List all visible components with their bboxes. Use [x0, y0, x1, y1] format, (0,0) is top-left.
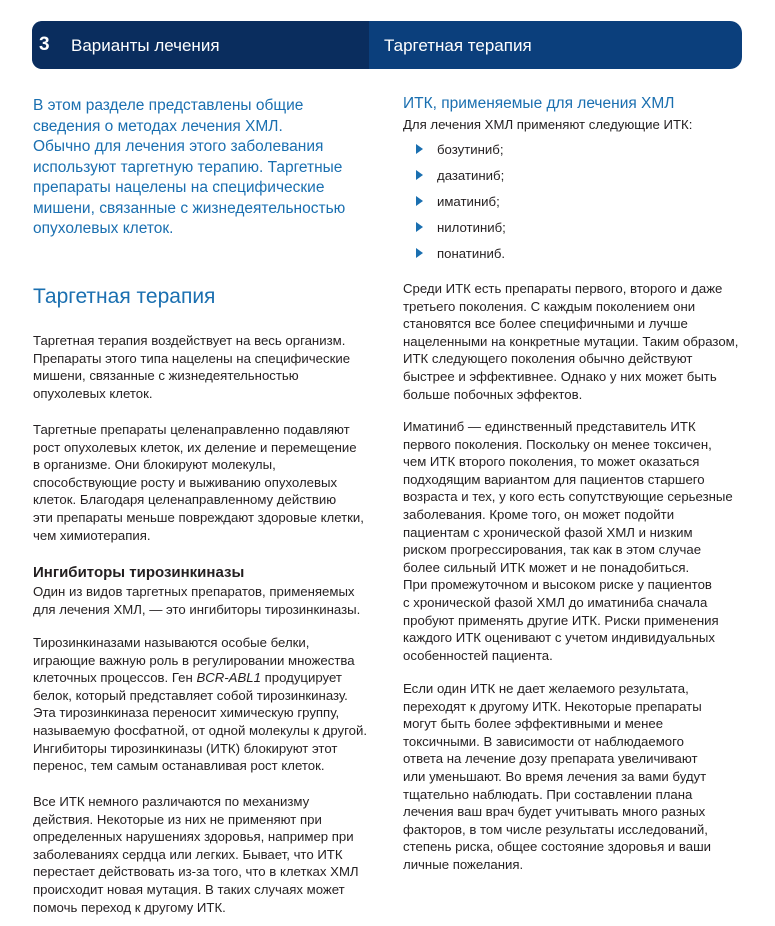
bullet-arrow-icon — [416, 170, 423, 180]
bullet-arrow-icon — [416, 144, 423, 154]
text-line: первого поколения. Поскольку он менее токсичен, — [403, 436, 712, 452]
text-line: нацеленными на конкретные мутации. Таким образом, — [403, 333, 739, 349]
list-item — [412, 193, 506, 219]
paragraph-switching-tki — [403, 680, 748, 874]
text-line: называемую фосфатной, от одной молекулы к другой. — [33, 722, 368, 738]
text-line: возраста и тех, у кого есть сопутствующие серьезные — [403, 489, 733, 505]
chapter-header-left — [32, 21, 369, 69]
text-line: В этом разделе представлены общие — [33, 97, 304, 114]
text-line: играющие важную роль в регулировании множества — [33, 652, 355, 668]
drug-name: понатиниб. — [437, 246, 506, 261]
text-line: чем химиотерапия. — [33, 527, 151, 543]
text-line: сведения о методах лечения ХМЛ. — [33, 117, 283, 135]
bullet-arrow-icon — [416, 222, 423, 232]
text-line: мишени, связанные с жизнедеятельностью — [33, 368, 299, 384]
tki-drug-list — [412, 141, 506, 271]
paragraph-tki-differences — [33, 793, 378, 916]
text-line: третьего поколения. С каждым поколением они — [403, 298, 696, 314]
paragraph-generations — [403, 280, 748, 403]
text-line: используют таргетную терапию. Таргетные — [33, 158, 343, 176]
text-line: особенностей пациента. — [403, 647, 553, 663]
text-line: Тирозинкиназами называются особые белки, — [33, 635, 310, 650]
chapter-title: Варианты лечения — [71, 36, 220, 55]
text-line: каждого ИТК оценивают с учетом индивидуальных — [403, 630, 715, 646]
text-line: Ингибиторы тирозинкиназы (ИТК) блокируют этот — [33, 740, 338, 756]
text-line: в организме. Они блокируют молекулы, — [33, 457, 276, 473]
text-line: чем ИТК второго поколения, то может оказаться — [403, 454, 700, 470]
gene-name: BCR-ABL1 — [196, 670, 261, 686]
text-line: Иматиниб — единственный представитель ИТК — [403, 419, 696, 434]
text-line: помочь переход к другому ИТК. — [33, 899, 226, 915]
text-line: более сильный ИТК может и не понадобиться. — [403, 559, 690, 575]
text-line: При промежуточном и высоком риске у пациентов — [403, 577, 712, 593]
text-line: действия. Некоторые из них не применяют при — [33, 811, 322, 827]
text-line: быстрее и эффективнее. Однако у них может быть — [403, 368, 717, 384]
paragraph-imatinib — [403, 418, 748, 664]
text-line: токсичными. В зависимости от наблюдаемого — [403, 733, 684, 749]
drug-name: иматиниб; — [437, 194, 500, 209]
text-line: ответа на лечение дозу препарата увеличивают — [403, 751, 698, 767]
text-fragment: продуцирует — [260, 670, 342, 686]
paragraph-targeted-therapy — [33, 332, 378, 402]
text-line — [33, 669, 378, 687]
text-line: становятся все более специфичными и лучше — [403, 316, 688, 332]
text-line: степень риска, общее состояние здоровья и ваши — [403, 839, 712, 855]
drug-name: бозутиниб; — [437, 142, 504, 157]
text-line: препараты нацелены на специфические — [33, 179, 325, 196]
text-line: или уменьшают. Во время лечения за вами будут — [403, 768, 707, 784]
text-line: подходящим вариантом для пациентов старшего — [403, 471, 705, 487]
section-title: Таргетная терапия — [384, 36, 532, 55]
text-line: эти препараты меньше повреждают здоровые клетки, — [33, 509, 364, 525]
text-line: для лечения ХМЛ, — это ингибиторы тирозинкиназы. — [33, 601, 361, 617]
chapter-header — [32, 21, 742, 69]
text-line: Обычно для лечения этого заболевания — [33, 138, 324, 155]
text-line: происходит новая мутация. В таких случаях может — [33, 881, 345, 897]
paragraph-tyrosine-kinases — [33, 634, 378, 775]
list-item — [412, 167, 506, 193]
intro-paragraph — [33, 96, 368, 240]
text-line: способствующие росту и выживанию опухолевых — [33, 474, 338, 490]
paragraph-targeted-drugs — [33, 421, 378, 544]
subheading-tki: Ингибиторы тирозинкиназы — [33, 564, 245, 581]
text-line: мишени, связанные с жизнедеятельностью — [33, 199, 346, 217]
tki-list-heading: ИТК, применяемые для лечения ХМЛ — [403, 95, 675, 112]
text-line: пробуют применять другие ИТК. Риски применения — [403, 612, 719, 628]
text-line: с хронической фазой ХМЛ до иматиниба сначала — [403, 594, 708, 610]
drug-name: дазатиниб; — [437, 168, 505, 183]
text-line: Среди ИТК есть препараты первого, второго и даже — [403, 281, 723, 296]
text-line: белок, который представляет собой тирозинкиназу. — [33, 687, 348, 703]
text-line: факторов, в том числе результаты исследований, — [403, 821, 708, 837]
drug-name: нилотиниб; — [437, 220, 506, 235]
text-line: перенос, тем самым останавливая рост клеток. — [33, 758, 325, 774]
list-item — [412, 245, 506, 271]
text-line: личные пожелания. — [403, 856, 524, 872]
section-heading: Таргетная терапия — [33, 285, 216, 308]
text-line: Один из видов таргетных препаратов, применяемых — [33, 584, 355, 599]
text-line: опухолевых клеток. — [33, 220, 174, 237]
text-line: больше побочных эффектов. — [403, 386, 583, 402]
tki-list-lead: Для лечения ХМЛ применяют следующие ИТК: — [403, 117, 693, 132]
text-fragment: клеточных процессов. Ген — [33, 670, 197, 686]
paragraph-tki-intro — [33, 583, 378, 618]
text-line: перестает действовать из-за того, что в клетках ХМЛ — [33, 864, 359, 880]
text-line: ИТК следующего поколения обычно действуют — [403, 351, 693, 367]
text-line: заболевания. Кроме того, он может подойти — [403, 506, 675, 522]
list-item — [412, 219, 506, 245]
text-line: Таргетные препараты целенаправленно подавляют — [33, 422, 350, 437]
text-line: определенных нарушениях здоровья, например при — [33, 829, 354, 845]
text-line: могут быть более эффективными и менее — [403, 716, 664, 732]
chapter-number: 3 — [39, 34, 50, 55]
text-line: пациентам с хронической фазой ХМЛ и низким — [403, 524, 693, 540]
text-line: тщательно наблюдать. При составлении плана — [403, 786, 693, 802]
text-line: Препараты этого типа нацелены на специфические — [33, 350, 351, 366]
text-line: клеток. Благодаря целенаправленному действию — [33, 492, 337, 508]
text-line: переходят к другому ИТК. Некоторые препараты — [403, 698, 702, 714]
text-line: заболеваниях сердца или легких. Бывает, что ИТК — [33, 846, 343, 862]
text-line: Таргетная терапия воздействует на весь организм. — [33, 333, 346, 348]
text-line: опухолевых клеток. — [33, 385, 153, 401]
text-line: риском прогрессирования, так как в этом случае — [403, 542, 702, 558]
bullet-arrow-icon — [416, 248, 423, 258]
text-line: Все ИТК немного различаются по механизму — [33, 794, 310, 809]
text-line: лечения ваш врач будет учитывать много разных — [403, 804, 706, 820]
bullet-arrow-icon — [416, 196, 423, 206]
text-line: рост опухолевых клеток, их деление и перемещение — [33, 439, 357, 455]
text-line: Если один ИТК не дает желаемого результата, — [403, 681, 689, 696]
list-item — [412, 141, 506, 167]
text-line: Эта тирозинкиназа переносит химическую группу, — [33, 705, 340, 721]
